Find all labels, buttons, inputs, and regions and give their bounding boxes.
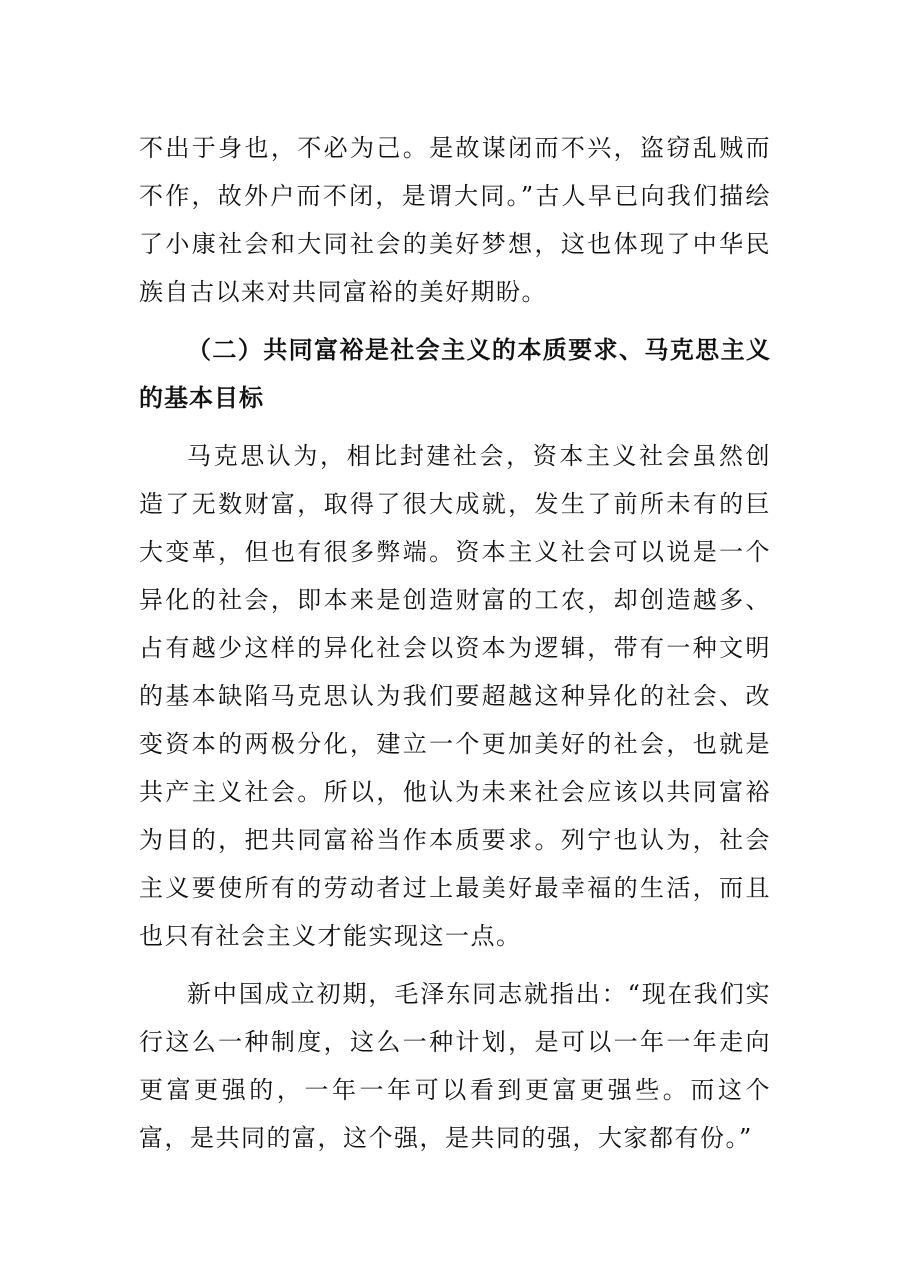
paragraph-gap: [139, 422, 771, 432]
section-heading: （二）共同富裕是社会主义的本质要求、马克思主义的基本目标: [139, 336, 771, 412]
paragraph-gap: [139, 316, 771, 326]
document-page: [139, 124, 771, 1162]
body-paragraph-marx: 马克思认为，相比封建社会，资本主义社会虽然创造了无数财富，取得了很大成就，发生了前所未有的巨大变革，但也有很多弊端。资本主义社会可以说是一个异化的社会，即本来是创造财富的工农，却创造越多、占有越少这样的异化社会以资本为逻辑，带有一种文明的基本缺陷马克思认为我们要超越这种异化的社会、改变资本的两极分化，建立一个更加美好的社会，也就是共产主义社会。所以，他认为未来社会应该以共同富裕为目的，把共同富裕当作本质要求。列宁也认为，社会主义要使所有的劳动者过上最美好最幸福的生活，而且也只有社会主义才能实现这一点。: [139, 442, 771, 950]
paragraph-gap: [139, 960, 771, 970]
body-paragraph-continuation: 不出于身也，不必为己。是故谋闭而不兴，盗窃乱贼而不作，故外户而不闭，是谓大同。”古人早已向我们描绘了小康社会和大同社会的美好梦想，这也体现了中华民族自古以来对共同富裕的美好期盼。: [139, 134, 771, 306]
body-paragraph-mao: 新中国成立初期，毛泽东同志就指出：“现在我们实行这么一种制度，这么一种计划，是可以一年一年走向更富更强的，一年一年可以看到更富更强些。而这个富，是共同的富，这个强，是共同的强，大家都有份。”: [139, 980, 771, 1152]
